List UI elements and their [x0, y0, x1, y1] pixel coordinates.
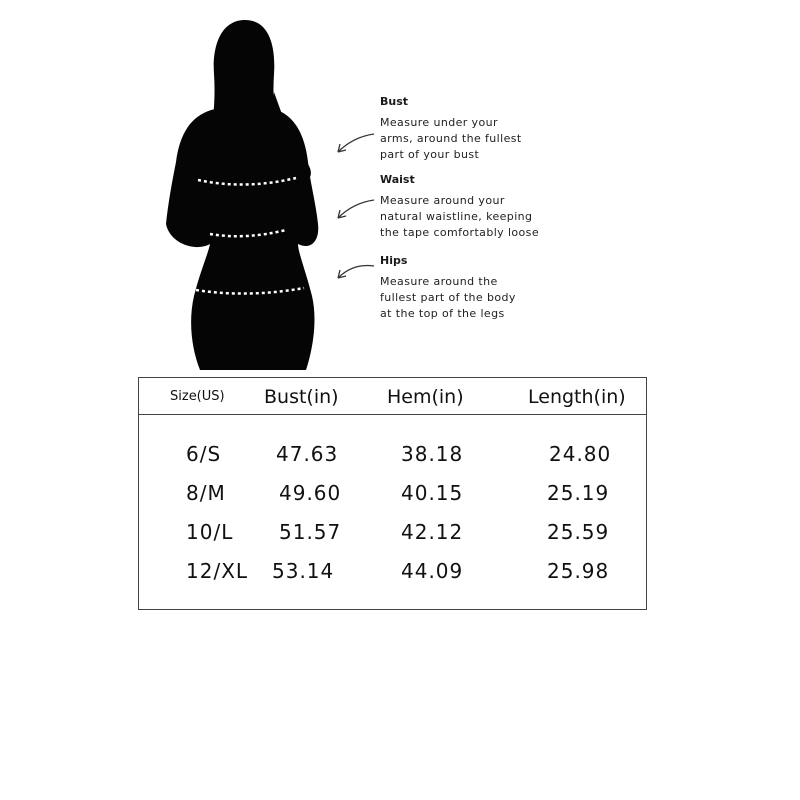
cell-length: 24.80	[549, 442, 612, 466]
bust-guide-line: part of your bust	[380, 148, 480, 161]
cell-length: 25.59	[547, 520, 610, 544]
bust-guide-title: Bust	[380, 95, 409, 108]
waist-guide-line: the tape comfortably loose	[380, 226, 539, 239]
bust-guide	[380, 95, 660, 163]
header-size: Size(US)	[170, 389, 225, 404]
hips-guide-title: Hips	[380, 254, 408, 267]
table-row	[139, 442, 646, 472]
table-header-row	[139, 378, 646, 415]
waist-arrow-icon	[330, 196, 378, 224]
waist-guide	[380, 173, 660, 241]
cell-size: 6/S	[186, 442, 222, 466]
waist-guide-line: natural waistline, keeping	[380, 210, 533, 223]
header-bust: Bust(in)	[264, 386, 339, 408]
hips-guide-line: at the top of the legs	[380, 307, 505, 320]
cell-bust: 51.57	[279, 520, 342, 544]
body-silhouette-figure	[150, 12, 340, 372]
cell-bust: 49.60	[279, 481, 342, 505]
bust-guide-line: Measure under your	[380, 116, 498, 129]
bust-arrow-icon	[330, 130, 378, 158]
bust-guide-line: arms, around the fullest	[380, 132, 522, 145]
hips-guide-line: Measure around the	[380, 275, 498, 288]
waist-guide-line: Measure around your	[380, 194, 505, 207]
cell-hem: 38.18	[401, 442, 464, 466]
hips-arrow-icon	[330, 258, 378, 286]
cell-size: 12/XL	[186, 559, 249, 583]
table-row	[139, 481, 646, 511]
table-row	[139, 559, 646, 589]
size-chart-table	[138, 377, 647, 610]
cell-hem: 42.12	[401, 520, 464, 544]
cell-length: 25.19	[547, 481, 610, 505]
header-hem: Hem(in)	[387, 386, 464, 408]
header-length: Length(in)	[528, 386, 626, 408]
cell-hem: 44.09	[401, 559, 464, 583]
hips-guide-line: fullest part of the body	[380, 291, 516, 304]
cell-bust: 47.63	[276, 442, 339, 466]
cell-length: 25.98	[547, 559, 610, 583]
table-row	[139, 520, 646, 550]
cell-hem: 40.15	[401, 481, 464, 505]
cell-size: 8/M	[186, 481, 226, 505]
hips-guide	[380, 254, 660, 322]
waist-guide-title: Waist	[380, 173, 415, 186]
cell-bust: 53.14	[272, 559, 335, 583]
cell-size: 10/L	[186, 520, 234, 544]
